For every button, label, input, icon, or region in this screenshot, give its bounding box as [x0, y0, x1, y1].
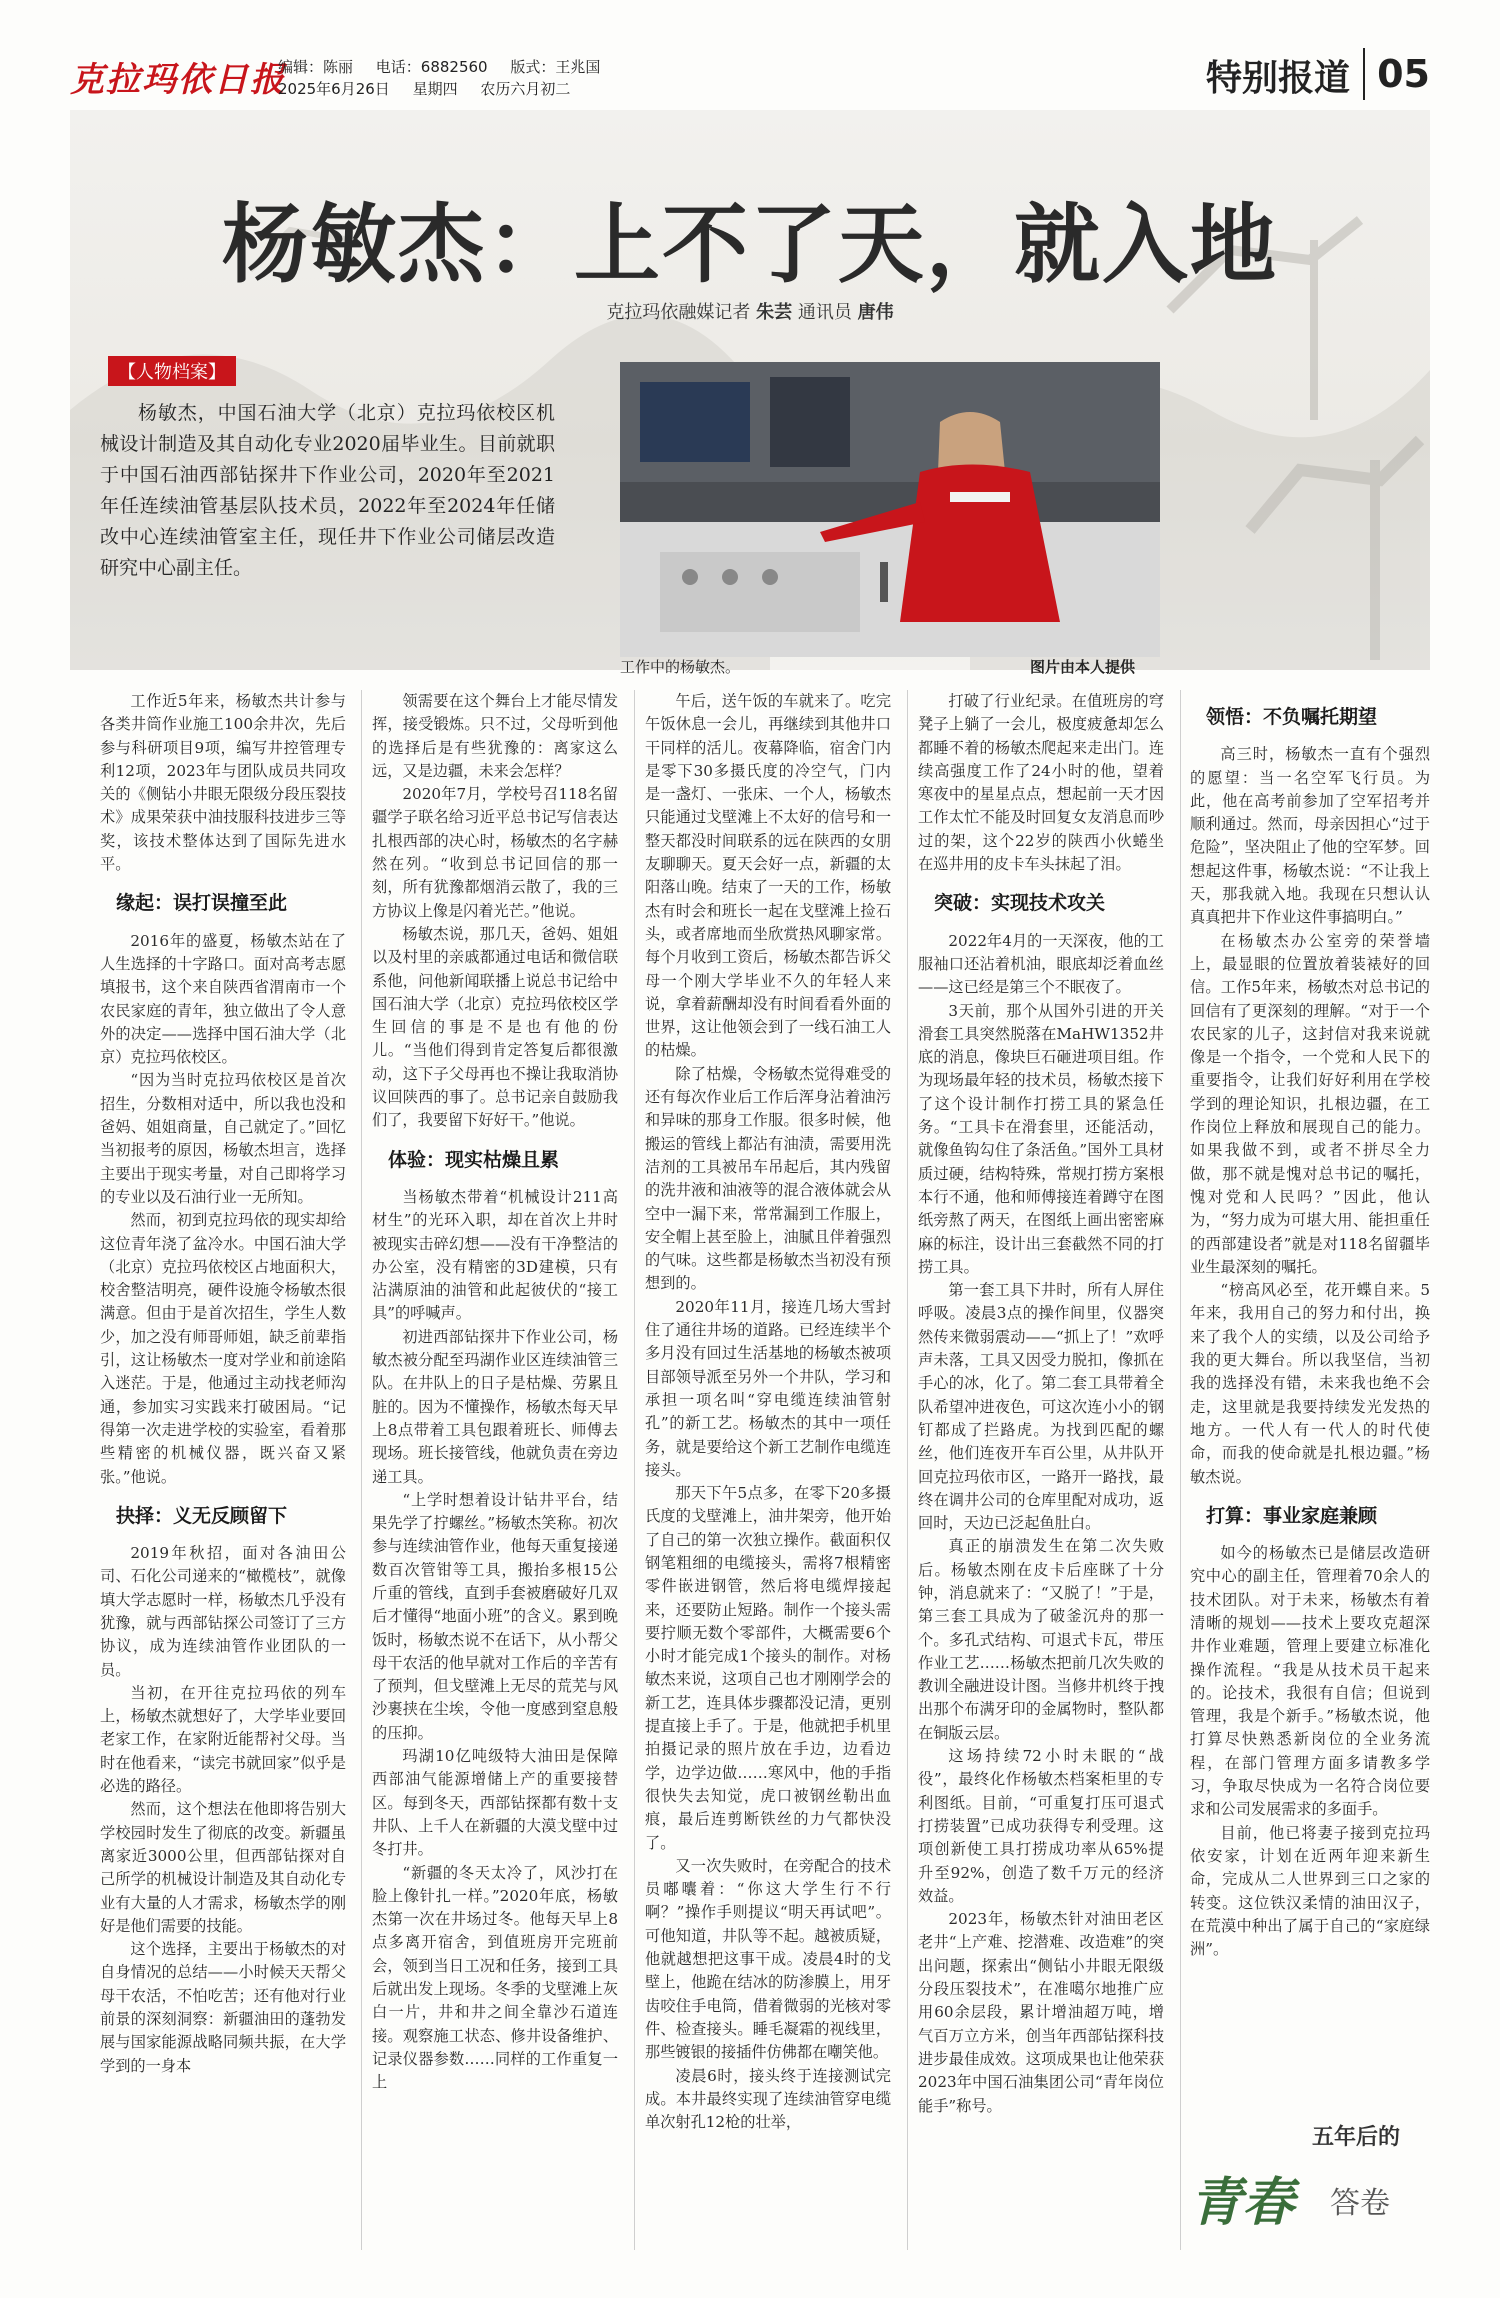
- body-paragraph: 在杨敏杰办公室旁的荣誉墙上，最显眼的位置放着装裱好的回信。工作5年来，杨敏杰对总书记的回信有了更深刻的理解。“对于一个农民家的儿子，这封信对我来说就像是一个指令，一个党和人民下的重要指令，让我们好好利用在学校学到的理论知识，扎根边疆，在工作岗位上释放和展现自己的能力。如果我做不到，或者不拼尽全力做，那不就是愧对总书记的嘱托，愧对党和人民吗？”因此，他认为，“努力成为可堪大用、能担重任的西部建设者”就是对118名留疆毕业生最深刻的嘱托。: [1190, 931, 1430, 1276]
- column-divider: [361, 690, 362, 2250]
- body-paragraph: 杨敏杰说，那几天，爸妈、姐姐以及村里的亲戚都通过电话和微信联系他，问他新闻联播上说总书记给中国石油大学（北京）克拉玛依校区学生回信的事是不是也有他的份儿。“当他们得到肯定答复后都很激动，这下子父母再也不操让我取消协议回陕西的事了。总书记亲自鼓励我们了，我要留下好好干。”他说。: [372, 924, 618, 1130]
- body-paragraph: 当初，在开往克拉玛依的列车上，杨敏杰就想好了，大学毕业要回老家工作，在家附近能帮衬父母。当时在他看来，“读完书就回家”似乎是必选的路径。: [100, 1683, 346, 1796]
- body-paragraph: 2022年4月的一天深夜，他的工服袖口还沾着机油，眼底却泛着血丝——这已经是第三个不眠夜了。: [918, 931, 1164, 997]
- page-number: 05: [1363, 48, 1430, 100]
- lunar-date: 农历六月初二: [480, 80, 571, 98]
- section-heading: 打算：事业家庭兼顾: [1206, 1504, 1378, 1527]
- byline-mid: 通讯员: [797, 302, 852, 323]
- column-divider: [907, 690, 908, 2250]
- column-1: [100, 690, 346, 2078]
- body-paragraph: “上学时想着设计钻井平台，结果先学了拧螺丝。”杨敏杰笑称。初次参与连续油管作业，他每天重复接递数百次管钳等工具，搬抬多根15公斤重的管线，直到手套被磨破好几双后才懂得“地面小班”的含义。累到晚饭时，杨敏杰说不在话下，从小帮父母干农活的他早就对工作后的辛苦有了预判，但戈壁滩上无尽的荒芜与风沙裹挟在尘埃，令他一度感到窒息般的压抑。: [372, 1490, 618, 1742]
- column-5: [1190, 690, 1430, 1961]
- body-paragraph: 又一次失败时，在旁配合的技术员嘟囔着：“你这大学生行不行啊？”操作手则提议“明天再试吧”。可他知道，井队等不起。越被质疑，他就越想把这事干成。凌晨4时的戈壁上，他跪在结冰的防渗膜上，用牙齿咬住手电筒，借着微弱的光核对零件、检查接头。睡毛凝霜的视线里，那些镀银的接插件仿佛都在嘲笑他。: [645, 1856, 891, 2062]
- body-paragraph: 3天前，那个从国外引进的开关滑套工具突然脱落在MaHW1352井底的消息，像块巨石砸进项目组。作为现场最年轻的技术员，杨敏杰接下了这个设计制作打捞工具的紧急任务。“工具卡在滑套里，还能活动，就像鱼钩勾住了条活鱼。”国外工具材质过硬，结构特殊，常规打捞方案根本行不通，他和师傅接连着蹲守在图纸旁熬了两天，在图纸上画出密密麻麻的标注，设计出三套截然不同的打捞工具。: [918, 1001, 1164, 1276]
- column-4: [918, 690, 1164, 2118]
- column-2: [372, 690, 618, 2095]
- phone-number: 电话：6882560: [375, 58, 488, 76]
- newspaper-logo: 克拉玛依日报: [70, 60, 286, 100]
- body-paragraph: 2020年11月，接连几场大雪封住了通往井场的道路。已经连续半个多月没有回过生活基地的杨敏杰被项目部领导派至另外一个井队，学习和承担一项名叫“穿电缆连续油管射孔”的新工艺。杨敏杰的其中一项任务，就是要给这个新工艺制作电缆连接头。: [645, 1297, 891, 1479]
- body-paragraph: 如今的杨敏杰已是储层改造研究中心的副主任，管理着70余人的技术团队。对于未来，杨敏杰有着清晰的规划——技术上要攻克超深井作业难题，管理上要建立标准化操作流程。“我是从技术员干起来的。论技术，我很有自信；但说到管理，我是个新手。”杨敏杰说，他打算尽快熟悉新岗位的全业务流程，在部门管理方面多请教多学习，争取尽快成为一名符合岗位要求和公司发展需求的多面手。: [1190, 1544, 1430, 1819]
- byline-correspondent: 唐伟: [857, 302, 894, 323]
- body-paragraph: 玛湖10亿吨级特大油田是保障西部油气能源增储上产的重要接替区。每到冬天，西部钻探都有数十支井队、上千人在新疆的大漠戈壁中过冬打井。: [372, 1747, 618, 1859]
- body-paragraph: 打破了行业纪录。在值班房的穹凳子上躺了一会儿，极度疲惫却怎么都睡不着的杨敏杰爬起来走出门。连续高强度工作了24小时的他，望着寒夜中的星星点点，想起前一天才因工作太忙不能及时回复女友消息而吵过的架，这个22岁的陕西小伙蜷坐在巡井用的皮卡车头抹起了泪。: [918, 692, 1164, 874]
- section-heading: 缘起：误打误撞至此: [116, 892, 288, 915]
- body-paragraph: 2020年7月，学校号召118名留疆学子联名给习近平总书记写信表达扎根西部的决心时，杨敏杰的名字赫然在列。“收到总书记回信的那一刻，所有犹豫都烟消云散了，我的三方协议上像是闪着光芒。”他说。: [372, 785, 618, 920]
- body-paragraph: 午后，送午饭的车就来了。吃完午饭休息一会儿，再继续到其他井口干同样的活儿。夜幕降临，宿舍门内是零下30多摄氏度的冷空气，门内是一盏灯、一张床、一个人，杨敏杰只能通过戈壁滩上不太好的信号和一整天都没时间联系的远在陕西的女朋友聊聊天。夏天会好一点，新疆的太阳落山晚。结束了一天的工作，杨敏杰有时会和班长一起在戈壁滩上捡石头，或者席地而坐欣赏热风聊家常。每个月收到工资后，杨敏杰都告诉父母一个刚大学毕业不久的年轻人来说，拿着薪酬却没有时间看看外面的世界，这让他领会到了一线石油工人的枯燥。: [645, 692, 891, 1060]
- body-paragraph: “榜高风必至，花开蝶自来。5年来，我用自己的努力和付出，换来了我个人的实绩，以及公司给予我的更大舞台。所以我坚信，当初我的选择没有错，未来我也绝不会走，这里就是我要持续发光发热的地方。一代人有一代人的时代使命，而我的使命就是扎根边疆。”杨敏杰说。: [1190, 1281, 1430, 1486]
- body-paragraph: 除了枯燥，令杨敏杰觉得难受的还有每次作业后工作后浑身沾着油污和异味的那身工作服。很多时候，他搬运的管线上都沾有油渍，需要用洗洁剂的工具被吊车吊起后，其内残留的洗井液和油液等的混合液体就会从空中一漏下来，常常漏到工作服上，安全帽上甚至脸上，油腻且伴着强烈的气味。这些都是杨敏杰当初没有预想到的。: [645, 1064, 891, 1293]
- section-title: 特别报道: [1205, 57, 1350, 99]
- article-headline: 杨敏杰：上不了天，就入地: [222, 195, 1278, 295]
- body-paragraph: 2016年的盛夏，杨敏杰站在了人生选择的十字路口。面对高考志愿填报书，这个来自陕西省渭南市一个农民家庭的青年，独立做出了令人意外的决定——选择中国石油大学（北京）克拉玛依校区。: [100, 931, 346, 1067]
- masthead: [70, 48, 1430, 110]
- body-paragraph: 然而，初到克拉玛依的现实却给这位青年浇了盆冷水。中国石油大学（北京）克拉玛依校区占地面积大，校舍整洁明亮，硬件设施令杨敏杰很满意。但由于是首次招生，学生人数少，加之没有师哥师姐，缺乏前辈指引，这让杨敏杰一度对学业和前途陷入迷茫。于是，他通过主动找老师沟通，参加实习实践来打破困局。“记得第一次走进学校的实验室，看着那些精密的机械仪器，既兴奋又紧张。”他说。: [100, 1211, 346, 1486]
- body-paragraph: 真正的崩溃发生在第二次失败后。杨敏杰刚在皮卡后座眯了十分钟，消息就来了：“又脱了！”于是，第三套工具成为了破釜沉舟的那一个。多孔式结构、可退式卡瓦，带压作业工艺……杨敏杰把前几次失败的教训全融进设计图。当修井机终于拽出那个布满牙印的金属物时，整队都在铜版云层。: [918, 1537, 1164, 1742]
- masthead-meta: [278, 56, 618, 100]
- section-heading: 领悟：不负嘱托期望: [1206, 706, 1378, 728]
- body-paragraph: 高三时，杨敏杰一直有个强烈的愿望：当一名空军飞行员。为此，他在高考前参加了空军招考并顺利通过。然而，母亲因担心“过于危险”，坚决阻止了他的空军梦。回想起这件事，杨敏杰说：“不让我上天，那我就入地。我现在只想认认真真把井下作业这件事搞明白。”: [1190, 745, 1430, 927]
- issue-date: 2025年6月26日: [278, 80, 390, 98]
- article-byline: [70, 298, 1430, 324]
- issue-weekday: 星期四: [412, 80, 458, 98]
- section-heading: 抉择：义无反顾留下: [116, 1504, 288, 1527]
- body-paragraph: “因为当时克拉玛依校区是首次招生，分数相对适中，所以我也没和爸妈、姐姐商量，自己就定了。”回忆当初报考的原因，杨敏杰坦言，选择主要出于现实考量，对自己即将学习的专业以及石油行业一无所知。: [100, 1071, 346, 1206]
- column-divider: [1180, 690, 1181, 2250]
- body-paragraph: 领需要在这个舞台上才能尽情发挥，接受锻炼。只不过，父母听到他的选择后是有些犹豫的：离家这么远，又是边疆，未来会怎样？: [372, 692, 618, 780]
- article-photo: [620, 362, 1160, 657]
- byline-reporter: 朱芸: [756, 302, 793, 323]
- layout-credit: 版式：王兆国: [510, 58, 601, 76]
- body-paragraph: 2019年秋招，面对各油田公司、石化公司递来的“橄榄枝”，就像填大学志愿时一样，杨敏杰几乎没有犹豫，就与西部钻探公司签订了三方协议，成为连续油管作业团队的一员。: [100, 1544, 346, 1679]
- body-paragraph: 当杨敏杰带着“机械设计211高材生”的光环入职，却在首次上井时被现实击碎幻想——没有干净整洁的办公室，没有精密的3D建模，只有沾满原油的油管和此起彼伏的“接工具”的呼喊声。: [372, 1187, 618, 1323]
- series-stamp-line1: 五年后的: [1311, 2125, 1400, 2150]
- column-divider: [634, 690, 635, 2250]
- body-paragraph: 这个选择，主要出于杨敏杰的对自身情况的总结——小时候天天帮父母干农活，不怕吃苦；还有他对行业前景的深刻洞察：新疆油田的蓬勃发展与国家能源战略同频共振，在大学学到的一身本: [100, 1940, 346, 2075]
- body-paragraph: 初进西部钻探井下作业公司，杨敏杰被分配至玛湖作业区连续油管三队。在井队上的日子是枯燥、劳累且脏的。因为不懂操作，杨敏杰每天早上8点带着工具包跟着班长、师傅去现场。班长接管线，他就负责在旁边递工具。: [372, 1327, 618, 1486]
- photo-caption: 工作中的杨敏杰。: [620, 658, 741, 676]
- body-paragraph: 2023年，杨敏杰针对油田老区老井“上产难、挖潜难、改造难”的突出问题，探索出“侧钻小井眼无限级分段压裂技术”，在准噶尔地推广应用60余层段，累计增油超万吨，增气百万立方米，创当年西部钻探科技进步最佳成效。这项成果也让他荣获2023年中国石油集团公司“青年岗位能手”称号。: [918, 1910, 1164, 2115]
- editor-credit: 编辑：陈丽: [278, 58, 354, 76]
- series-stamp-small: 答卷: [1330, 2186, 1390, 2221]
- body-paragraph: 然而，这个想法在他即将告别大学校园时发生了彻底的改变。新疆虽离家近3000公里，但西部钻探对自己所学的机械设计制造及其自动化专业有大量的人才需求，杨敏杰学的刚好是他们需要的技能。: [100, 1800, 346, 1935]
- photo-credit: 图片由本人提供: [1030, 658, 1136, 676]
- section-heading: 突破：实现技术攻关: [934, 892, 1106, 915]
- byline-prefix: 克拉玛依融媒记者: [606, 302, 751, 323]
- body-paragraph: “新疆的冬天太冷了，风沙打在脸上像针扎一样。”2020年底，杨敏杰第一次在井场过冬。他每天早上8点多离开宿舍，到值班房开完班前会，领到当日工况和任务，接到工具后就出发上现场。冬季的戈壁滩上灰白一片，井和井之间全靠沙石道连接。观察施工状态、修井设备维护、记录仪器参数……同样的工作重复一上: [372, 1863, 618, 2092]
- photo-illustration: [620, 362, 1160, 657]
- body-paragraph: 第一套工具下井时，所有人屏住呼吸。凌晨3点的操作间里，仪器突然传来微弱震动——“抓上了！”欢呼声未落，工具又因受力脱扣，像抓在手心的冰，化了。第二套工具带着全队希望冲进夜色，可这次连小小的钢钉都成了拦路虎。为找到匹配的螺丝，他们连夜开车百公里，从井队开回克拉玛依市区，一路开一路找，最终在调井公司的仓库里配对成功，返回时，天边已泛起鱼肚白。: [918, 1281, 1164, 1533]
- body-paragraph: 目前，他已将妻子接到克拉玛依安家，计划在近两年迎来新生命，完成从二人世界到三口之家的转变。这位铁汉柔情的油田汉子，在荒漠中种出了属于自己的“家庭绿洲”。: [1190, 1823, 1430, 1959]
- profile-tag: 【人物档案】: [108, 356, 236, 386]
- body-paragraph: 凌晨6时，接头终于连接测试完成。本井最终实现了连续油管穿电缆单次射孔12枪的壮举，: [645, 2066, 891, 2132]
- section-heading: 体验：现实枯燥且累: [388, 1148, 560, 1171]
- body-paragraph: 这场持续72小时未眠的“战役”，最终化作杨敏杰档案柜里的专利图纸。目前，“可重复打压可退式打捞装置”已成功获得专利受理。这项创新使工具打捞成功率从65%提升至92%，创造了数千万元的经济效益。: [918, 1747, 1164, 1905]
- profile-text: 杨敏杰，中国石油大学（北京）克拉玛依校区机械设计制造及其自动化专业2020届毕业生。目前就职于中国石油西部钻探井下作业公司，2020年至2021年任连续油管基层队技术员，2022年至2024年任储改中心连续油管室主任，现任井下作业公司储层改造研究中心副主任。: [100, 402, 555, 579]
- column-3: [645, 690, 891, 2134]
- series-stamp-big: 青春: [1190, 2172, 1295, 2233]
- series-stamp: [1190, 2120, 1400, 2240]
- body-paragraph: 工作近5年来，杨敏杰共计参与各类井筒作业施工100余井次，先后参与科研项目9项，编写井控管理专利12项，2023年与团队成员共同攻关的《侧钻小井眼无限级分段压裂技术》成果荣获中油技服科技进步三等奖，该技术整体达到了国际先进水平。: [100, 692, 346, 874]
- body-paragraph: 那天下午5点多，在零下20多摄氏度的戈壁滩上，油井架旁，他开始了自己的第一次独立操作。截面积仅钢笔粗细的电缆接头，需将7根精密零件嵌进钢管，然后将电缆焊接起来，还要防止短路。制作一个接头需要拧顺无数个零部件，大概需要6个小时才能完成1个接头的制作。对杨敏杰来说，这项自己也才刚刚学会的新工艺，连具体步骤都没记清，更别提直接上手了。于是，他就把手机里拍摄记录的照片放在手边，边看边学，边学边做……寒风中，他的手指很快失去知觉，虎口被钢丝勒出血痕，最后连剪断铁丝的力气都快没了。: [645, 1484, 891, 1852]
